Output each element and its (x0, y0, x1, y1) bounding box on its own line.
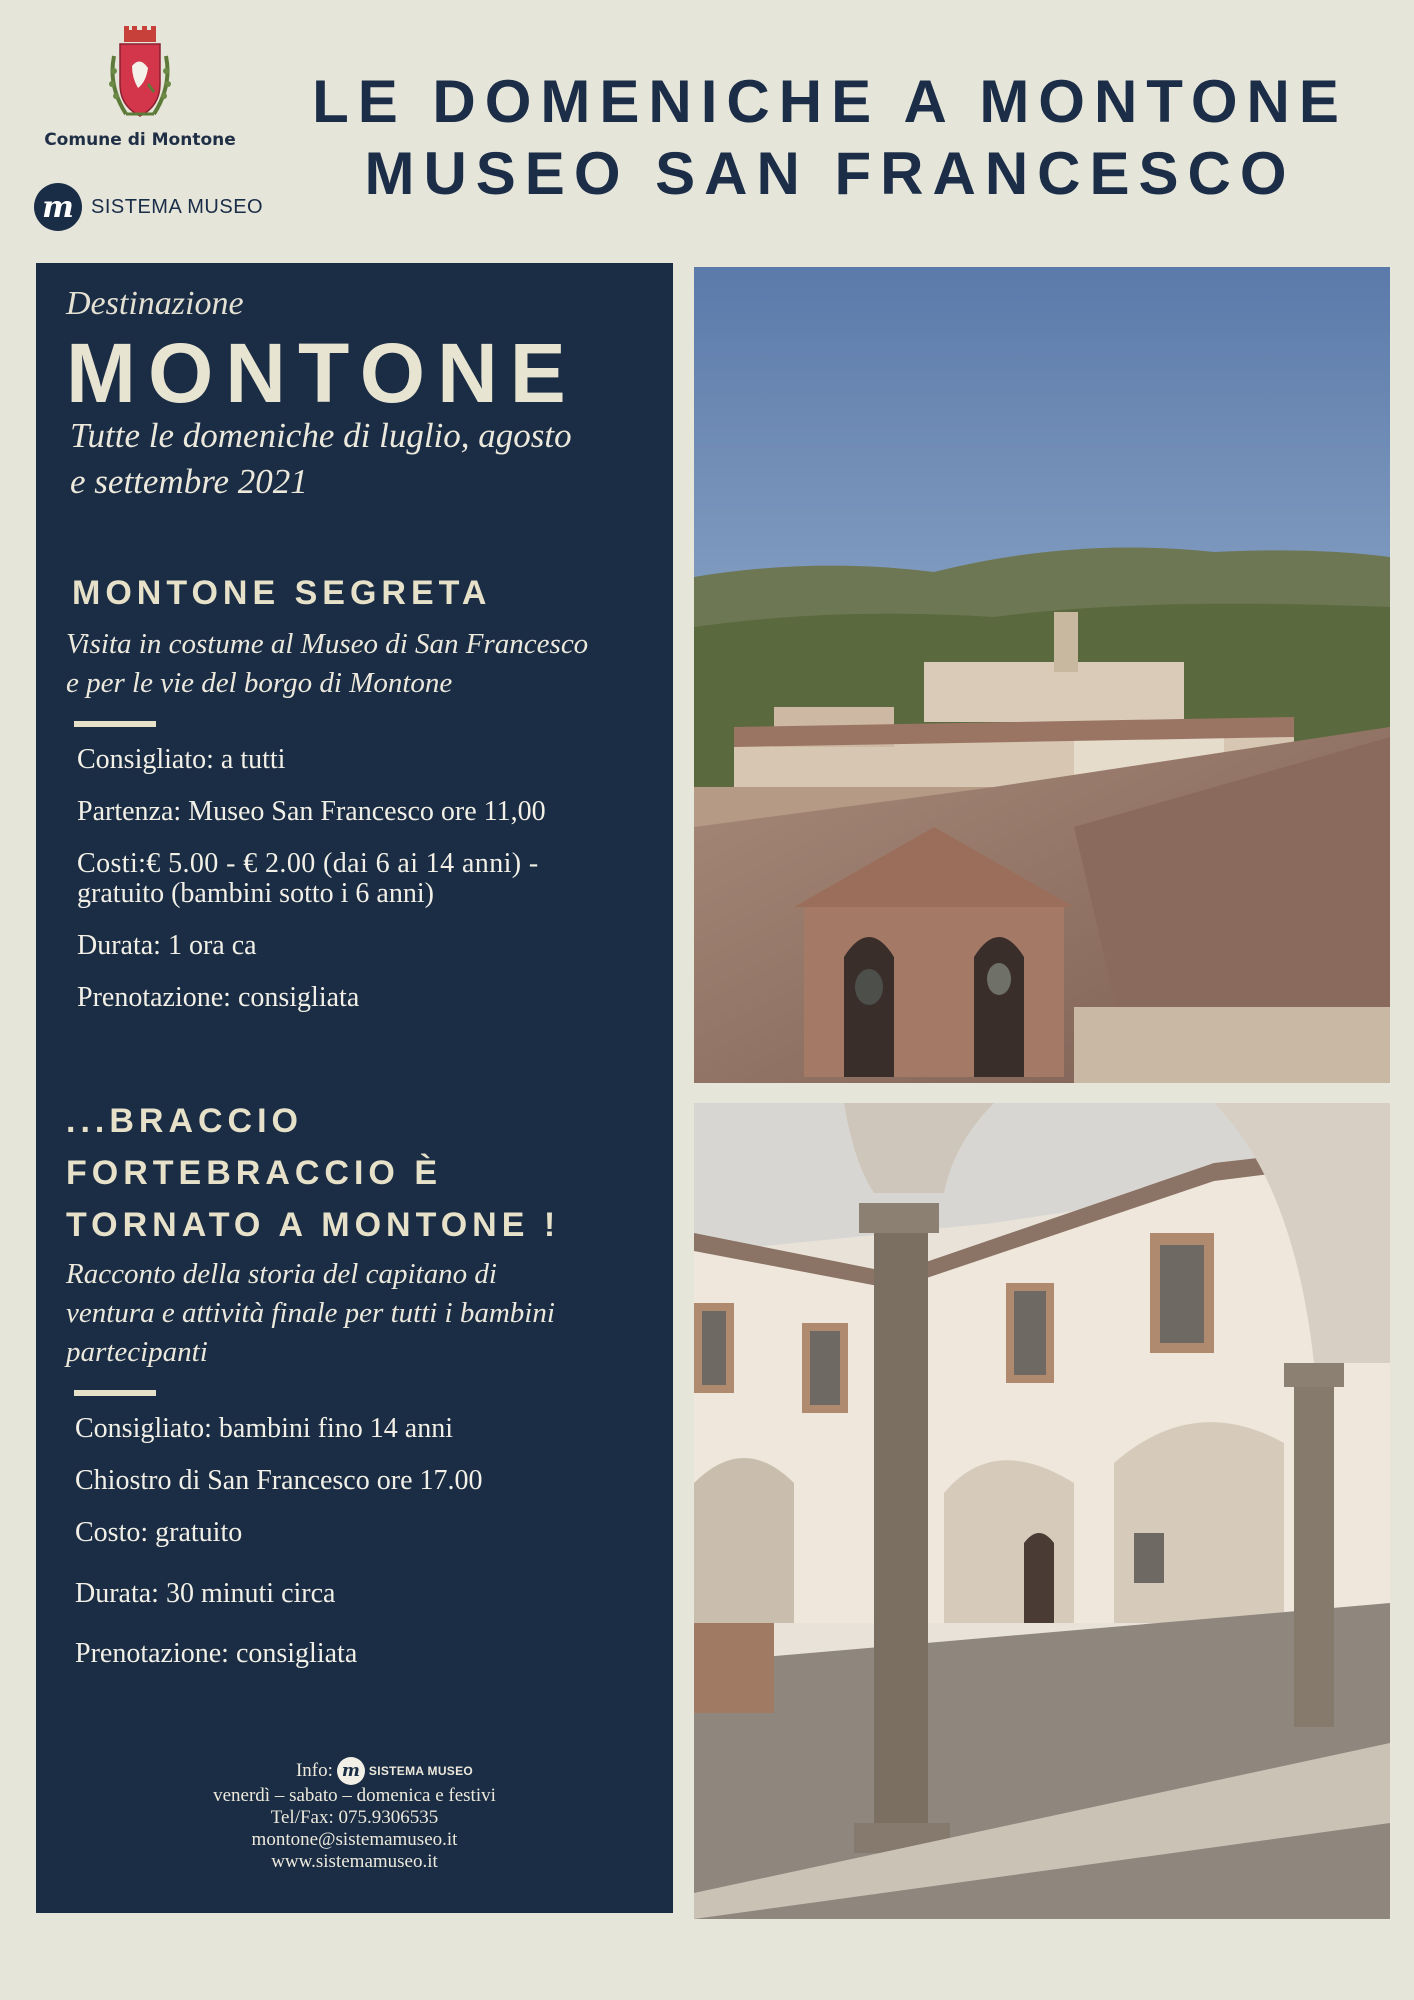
sistema-museo-icon: m (34, 183, 82, 231)
info-label: Info: (295, 1760, 333, 1781)
section1-divider (74, 721, 156, 727)
comune-logo (42, 26, 238, 150)
sistema-museo-label: SISTEMA MUSEO (91, 195, 264, 218)
sistema-museo-logo (34, 183, 263, 231)
section1-subtitle-line-2: e per le vie del borgo di Montone (66, 667, 453, 699)
section1-subtitle (66, 625, 656, 703)
sistema-museo-small-icon: m (337, 1757, 365, 1785)
title-line-1: LE DOMENICHE A MONTONE (312, 68, 1348, 135)
info-phone: Tel/Fax: 075.9306535 (270, 1807, 439, 1828)
section2-detail-recommended: Consigliato: bambini fino 14 anni (75, 1413, 453, 1444)
section1-heading: MONTONE SEGRETA (72, 574, 492, 612)
title-line-2: MUSEO SAN FRANCESCO (364, 140, 1296, 207)
photo-cloister-san-francesco (694, 1103, 1390, 1919)
section2-heading (66, 1095, 560, 1251)
dates-line-1: Tutte le domeniche di luglio, agosto (70, 416, 572, 455)
dates-line-2: e settembre 2021 (70, 462, 308, 501)
section2-heading-line-3: TORNATO A MONTONE ! (66, 1206, 561, 1244)
section1-subtitle-line-1: Visita in costume al Museo di San Francesco (66, 628, 589, 660)
info-sistema-museo-label: SISTEMA MUSEO (368, 1764, 474, 1778)
section2-divider (74, 1390, 156, 1396)
section1-detail-costs: Costi:€ 5.00 - € 2.00 (dai 6 ai 14 anni) - (77, 848, 539, 879)
contact-info (36, 1757, 673, 1873)
section1-detail-booking: Prenotazione: consigliata (77, 982, 360, 1013)
info-header (36, 1757, 673, 1785)
section2-detail-location: Chiostro di San Francesco ore 17.00 (75, 1465, 483, 1496)
section1-detail-duration: Durata: 1 ora ca (77, 930, 257, 961)
info-hours: venerdì – sabato – domenica e festivi (213, 1785, 496, 1806)
info-panel (36, 263, 673, 1913)
info-email[interactable]: montone@sistemamuseo.it (251, 1829, 458, 1850)
section2-subtitle-line-3: partecipanti (66, 1336, 208, 1368)
place-name: MONTONE (66, 326, 578, 420)
destinazione-label: Destinazione (66, 285, 244, 322)
section1-detail-recommended: Consigliato: a tutti (77, 744, 286, 775)
section1-detail-departure: Partenza: Museo San Francesco ore 11,00 (77, 796, 546, 827)
coat-of-arms-icon (106, 26, 174, 126)
section2-detail-booking: Prenotazione: consigliata (75, 1638, 358, 1669)
section1-detail-costs-free: gratuito (bambini sotto i 6 anni) (77, 878, 434, 909)
info-website[interactable]: www.sistemamuseo.it (271, 1851, 438, 1872)
section2-detail-cost: Costo: gratuito (75, 1517, 243, 1548)
section2-detail-duration: Durata: 30 minuti circa (75, 1578, 336, 1609)
section2-heading-line-2: FORTEBRACCIO È (66, 1154, 442, 1192)
page-title (260, 66, 1400, 210)
section2-subtitle (66, 1255, 656, 1372)
comune-name: Comune di Montone (44, 130, 236, 150)
section2-subtitle-line-1: Racconto della storia del capitano di (66, 1258, 497, 1290)
section2-subtitle-line-2: ventura e attività finale per tutti i bambini (66, 1297, 555, 1329)
section2-heading-line-1: ...BRACCIO (66, 1102, 303, 1140)
photo-montone-village (694, 267, 1390, 1083)
event-dates (70, 413, 660, 505)
